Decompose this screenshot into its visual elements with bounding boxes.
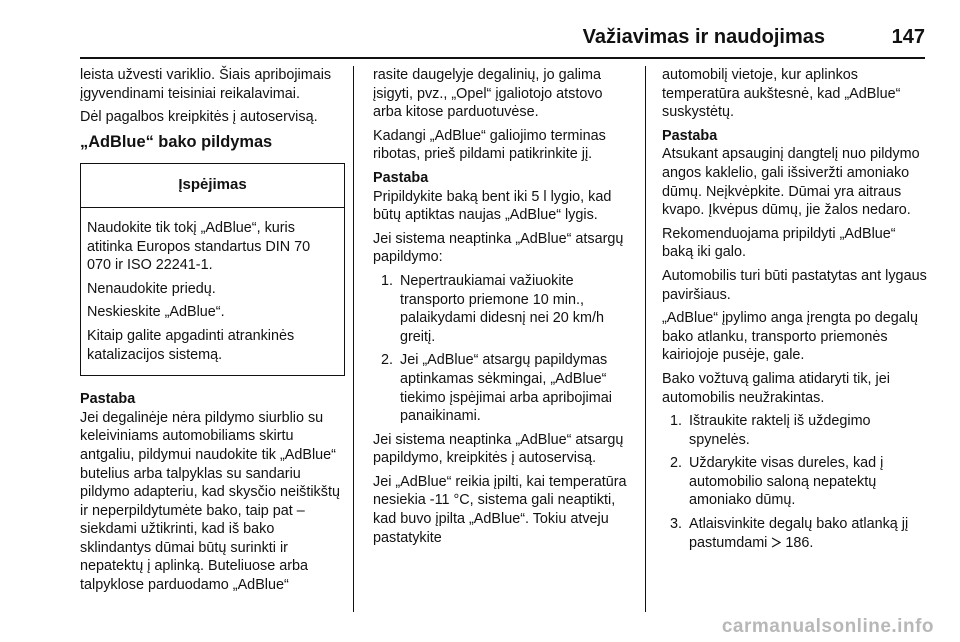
steps-list <box>662 412 930 552</box>
page-number: 147 <box>891 26 925 48</box>
page-reference-icon <box>771 537 781 548</box>
note-text: Pripildykite baką bent iki 5 l lygio, kad būtų aptiktas naujas „AdBlue“ lygis. <box>373 188 612 224</box>
step-text: Nepertraukiamai važiuokite transporto priemone 10 min., palaikydami didesnį nei 20 km/h greitį. <box>400 272 604 345</box>
step-text: Uždarykite visas dureles, kad į automobilio saloną nepatektų amoniako dūmų. <box>689 455 884 509</box>
warning-item: Neskieskite „AdBlue“. <box>87 304 225 321</box>
intro-paragraph: leista užvesti variklio. Šiais apribojimais įgyvendinami teisiniai reikalavimai. <box>80 67 332 102</box>
note-text: Atsukant apsauginį dangtelį nuo pildymo angos kaklelio, gali išsiveržti amoniako dūmų. Neįkvėpkite. Dūmai yra aitraus kvapo. Įkvėpus dūmų, jie žalos nedaro. <box>662 146 920 219</box>
step-number: 2. <box>670 455 683 472</box>
paragraph: Jei sistema neaptinka „AdBlue“ atsargų papildymo: <box>373 230 624 266</box>
paragraph: Jei sistema neaptinka „AdBlue“ atsargų papildymo, kreipkitės į autoservisą. <box>373 431 624 467</box>
step-number: 2. <box>381 352 394 369</box>
warning-body <box>81 208 344 375</box>
note-heading: Pastaba <box>80 391 136 408</box>
list-item <box>373 351 635 425</box>
note-heading: Pastaba <box>662 127 718 144</box>
section-title: „AdBlue“ bako pildymas <box>80 132 273 151</box>
watermark: carmanualsonline.info <box>721 616 934 637</box>
column-3 <box>662 66 930 557</box>
list-item <box>662 412 930 449</box>
note-heading: Pastaba <box>373 169 429 186</box>
page-reference-link[interactable]: 186. <box>785 534 814 551</box>
column-2 <box>373 66 635 552</box>
list-item <box>662 515 930 552</box>
service-paragraph: Dėl pagalbos kreipkitės į autoservisą. <box>80 109 318 126</box>
warning-item: Naudokite tik tokį „AdBlue“, kuris atitinka Europos standartus DIN 70 070 ir ISO 22241-1. <box>87 219 311 274</box>
step-number: 3. <box>670 516 683 533</box>
paragraph: Rekomenduojama pripildyti „AdBlue“ baką iki galo. <box>662 225 896 261</box>
header-rule <box>80 57 925 59</box>
step-text: Jei „AdBlue“ atsargų papildymas aptinkamas sėkmingai, „AdBlue“ tiekimo įspėjimai arba apribojimai panaikinami. <box>400 352 612 425</box>
paragraph: Jei „AdBlue“ reikia įpilti, kai temperatūra nesiekia -11 °C, sistema gali neaptikti, kad buvo įpilta „AdBlue“. Tokiu atveju pastatykite <box>373 473 627 546</box>
warning-item: Nenaudokite priedų. <box>87 280 216 297</box>
step-number: 1. <box>381 272 394 289</box>
paragraph: Automobilis turi būti pastatytas ant lygaus paviršiaus. <box>662 267 927 303</box>
step-text: Atlaisvinkite degalų bako atlanką jį pastumdami <box>689 516 909 551</box>
steps-list <box>373 272 635 426</box>
warning-title: Įspėjimas <box>81 164 344 208</box>
column-divider-1 <box>353 66 354 612</box>
paragraph: Bako vožtuvą galima atidaryti tik, jei automobilis neužrakintas. <box>662 370 890 406</box>
page-header <box>80 26 925 56</box>
warning-item: Kitaip galite apgadinti atrankinės katalizacijos sistemą. <box>87 327 295 363</box>
list-item <box>373 272 635 346</box>
column-1 <box>80 66 345 600</box>
paragraph: rasite daugelyje degalinių, jo galima įsigyti, pvz., „Opel“ įgaliotojo atstovo arba kitose parduotuvėse. <box>373 67 603 121</box>
paragraph: Kadangi „AdBlue“ galiojimo terminas ribotas, prieš pildami patikrinkite jį. <box>373 127 606 163</box>
warning-box <box>80 163 345 376</box>
step-number: 1. <box>670 413 683 430</box>
list-item <box>662 454 930 510</box>
paragraph: „AdBlue“ įpylimo anga įrengta po degalų bako atlanku, transporto priemonės kairiojoje pusėje, gale. <box>662 310 918 364</box>
paragraph: automobilį vietoje, kur aplinkos temperatūra aukštesnė, kad „AdBlue“ suskystėtų. <box>662 67 901 121</box>
column-divider-2 <box>645 66 646 612</box>
page-title: Važiavimas ir naudojimas <box>582 26 825 48</box>
note-text: Jei degalinėje nėra pildymo siurblio su keleiviniams automobiliams skirtu antgaliu, pildymui naudokite tik „AdBlue“ butelius arba talpyklas su sandariu pildymo adapteriu, kad skysčio neištikštų ir neperpildytumėte bako, taip pat – siekdami užtikrinti, kad iš bako sklindantys dūmai būtų surinkti ir nepatektų į aplinką. Buteliuose arba talpyklose parduodamo „AdBlue“ <box>80 409 340 594</box>
step-text: Ištraukite raktelį iš uždegimo spynelės. <box>689 413 871 448</box>
